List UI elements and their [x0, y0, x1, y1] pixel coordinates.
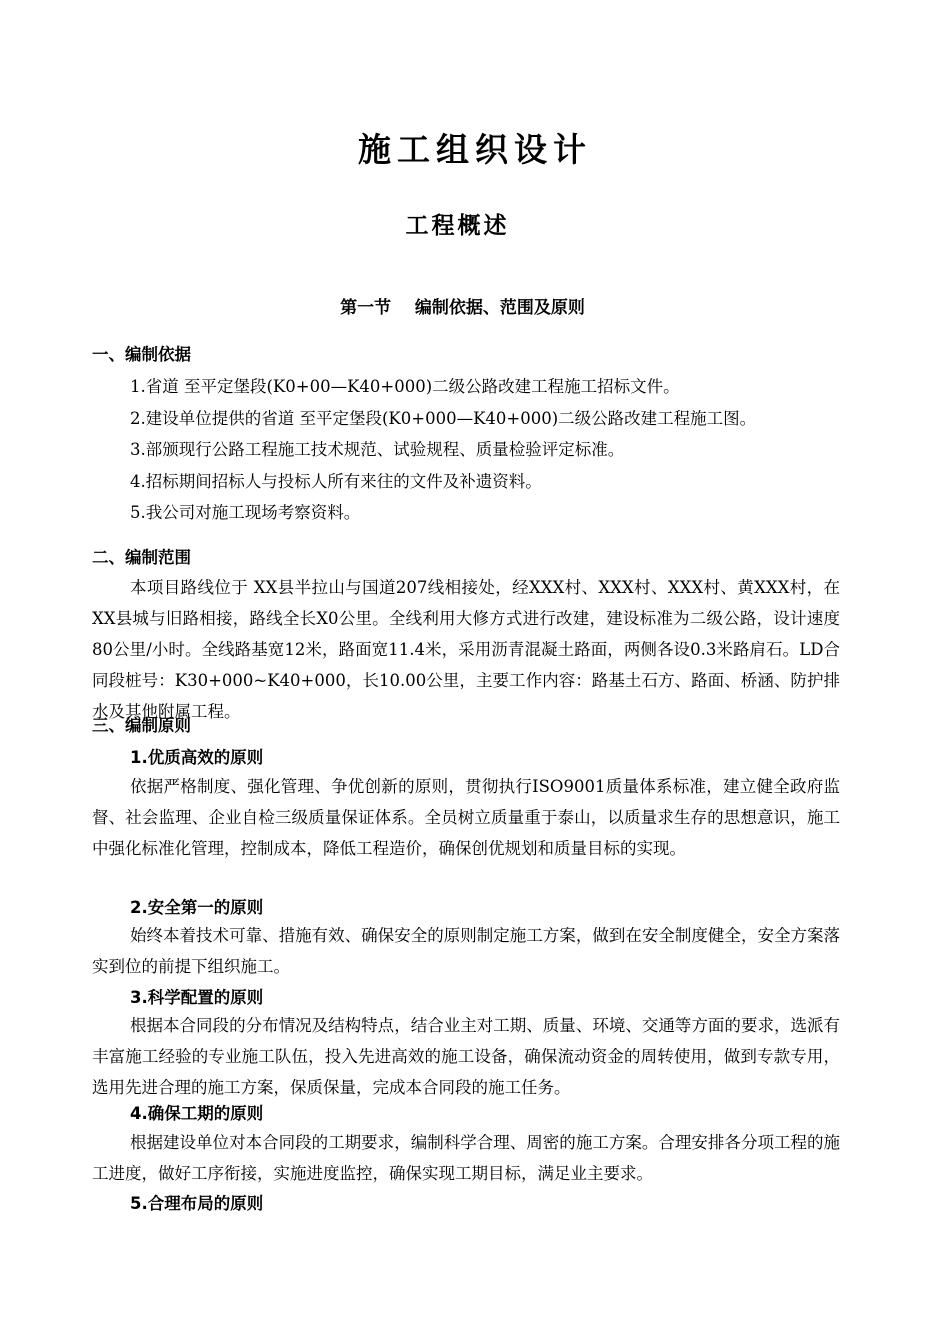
principle-title: 3.科学配置的原则	[130, 988, 264, 1007]
scope-heading: 二、编制范围	[92, 548, 191, 567]
basis-heading: 一、编制依据	[92, 345, 191, 364]
principle-paragraph: 根据建设单位对本合同段的工期要求，编制科学合理、周密的施工方案。合理安排各分项工程的施工进度，做好工序衔接，实施进度监控，确保实现工期目标，满足业主要求。	[92, 1133, 840, 1183]
principle-title: 1.优质高效的原则	[130, 748, 264, 767]
principle-title: 5.合理布局的原则	[130, 1194, 264, 1213]
principles-heading: 三、编制原则	[92, 716, 191, 735]
basis-item: 4.招标期间招标人与投标人所有来往的文件及补遗资料。	[130, 472, 542, 491]
principle-title: 2.安全第一的原则	[130, 898, 264, 917]
principle-paragraph: 依据严格制度、强化管理、争优创新的原则，贯彻执行ISO9001质量体系标准，建立健全政府监督、社会监理、企业自检三级质量保证体系。全员树立质量重于泰山，以质量求生存的思想意识，施工中强化标准化管理，控制成本，降低工程造价，确保创优规划和质量目标的实现。	[92, 777, 840, 858]
principle-paragraph: 始终本着技术可靠、措施有效、确保安全的原则制定施工方案，做到在安全制度健全，安全方案落实到位的前提下组织施工。	[92, 926, 840, 976]
basis-item: 5.我公司对施工现场考察资料。	[130, 503, 361, 522]
basis-item: 1.省道 至平定堡段(K0+00—K40+000)二级公路改建工程施工招标文件。	[130, 377, 680, 396]
scope-paragraph: 本项目路线位于 XX县半拉山与国道207线相接处，经XXX村、XXX村、XXX村、黄XXX村，在XX县城与旧路相接，路线全长X0公里。全线利用大修方式进行改建，建设标准为二级公路，设计速度80公里/小时。全线路基宽12米，路面宽11.4米，采用沥青混凝土路面，两侧各设0.3米路肩石。LD合同段桩号：K30+000~K40+000，长10.00公里，主要工作内容：路基土石方、路面、桥涵、防护排水及其他附属工程。	[92, 578, 840, 721]
section-heading: 第一节 编制依据、范围及原则	[340, 298, 585, 318]
basis-item: 2.建设单位提供的省道 至平定堡段(K0+000—K40+000)二级公路改建工程施工图。	[130, 409, 757, 428]
basis-item: 3.部颁现行公路工程施工技术规范、试验规程、质量检验评定标准。	[130, 440, 625, 459]
principle-title: 4.确保工期的原则	[130, 1104, 264, 1123]
principle-paragraph: 根据本合同段的分布情况及结构特点，结合业主对工期、质量、环境、交通等方面的要求，选派有丰富施工经验的专业施工队伍，投入先进高效的施工设备，确保流动资金的周转使用，做到专款专用，选用先进合理的施工方案，保质保量，完成本合同段的施工任务。	[92, 1016, 840, 1097]
document-subtitle: 工程概述	[405, 213, 510, 239]
document-title: 施工组织设计	[358, 130, 592, 169]
